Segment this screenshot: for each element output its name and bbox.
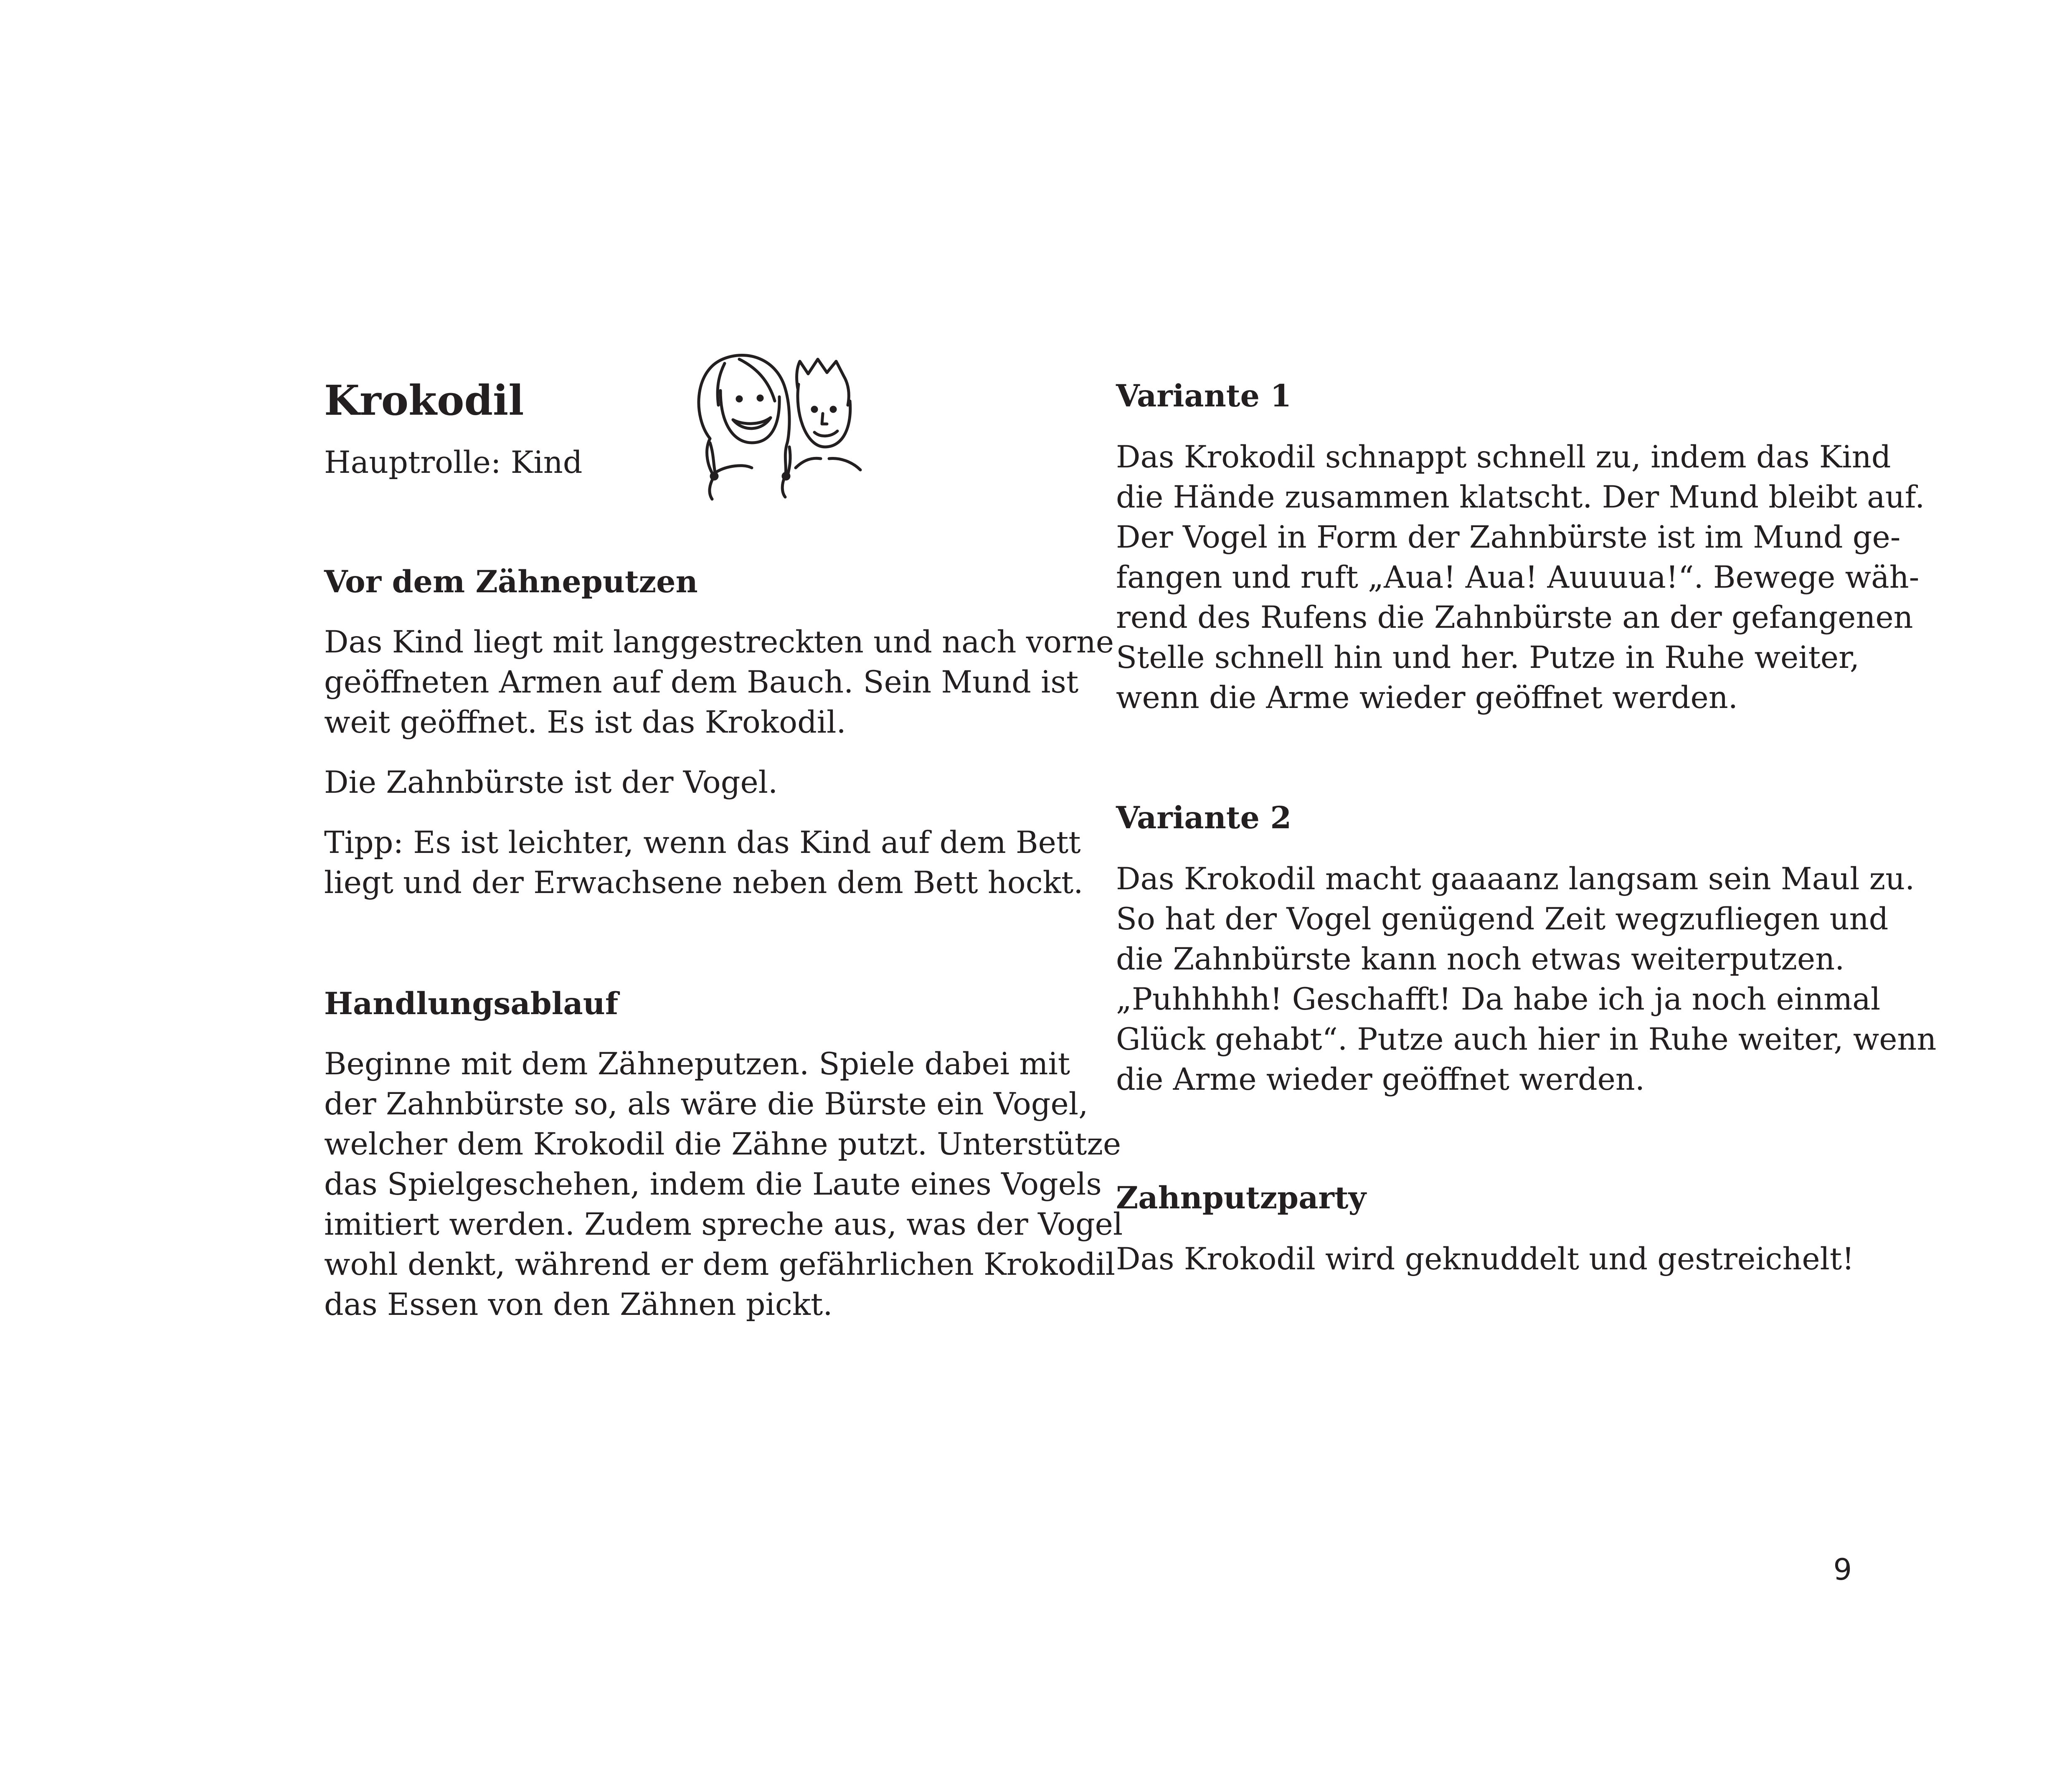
role-subtitle: Hauptrolle: Kind [324, 445, 583, 480]
text-line: fangen und ruft „Aua! Aua! Auuuua!“. Bewege wäh- [1116, 560, 1920, 595]
text-line: weit geöffnet. Es ist das Krokodil. [324, 705, 846, 740]
heading-zahnputzparty: Zahnputzparty [1116, 1180, 1366, 1216]
heading-variante-2: Variante 2 [1116, 800, 1292, 836]
two-children-faces-icon [685, 343, 877, 510]
text-line: die Arme wieder geöffnet werden. [1116, 1062, 1645, 1097]
text-line: Glück gehabt“. Putze auch hier in Ruhe weiter, wenn [1116, 1022, 1937, 1057]
heading-vor-dem-zaehneputzen: Vor dem Zähneputzen [324, 564, 698, 600]
text-line: Tipp: Es ist leichter, wenn das Kind auf dem Bett [324, 825, 1081, 860]
text-line: Die Zahnbürste ist der Vogel. [324, 765, 778, 800]
text-line: „Puhhhhh! Geschafft! Da habe ich ja noch einmal [1116, 982, 1881, 1017]
text-line: rend des Rufens die Zahnbürste an der gefangenen [1116, 600, 1913, 635]
paragraph-toothbrush [324, 763, 1051, 803]
text-line: wohl denkt, während er dem gefährlichen Krokodil [324, 1247, 1116, 1282]
text-line: geöffneten Armen auf dem Bauch. Sein Mund ist [324, 665, 1079, 700]
paragraph-position [324, 622, 1114, 743]
text-line: die Hände zusammen klatscht. Der Mund bleibt auf. [1116, 480, 1925, 515]
paragraph-procedure [324, 1044, 1123, 1325]
text-line: das Spielgeschehen, indem die Laute eines Vogels [324, 1167, 1102, 1202]
text-line: wenn die Arme wieder geöffnet werden. [1116, 680, 1738, 715]
text-line: Der Vogel in Form der Zahnbürste ist im Mund ge- [1116, 520, 1901, 555]
paragraph-party [1116, 1239, 1854, 1279]
text-line: liegt und der Erwachsene neben dem Bett hockt. [324, 865, 1083, 901]
text-line: Das Krokodil macht gaaaanz langsam sein Maul zu. [1116, 861, 1915, 897]
heading-handlungsablauf: Handlungsablauf [324, 986, 619, 1022]
text-line: So hat der Vogel genügend Zeit wegzufliegen und [1116, 901, 1889, 937]
page-number: 9 [1833, 1553, 1852, 1587]
text-line: die Zahnbürste kann noch etwas weiterputzen. [1116, 941, 1845, 977]
text-line: das Essen von den Zähnen pickt. [324, 1287, 833, 1322]
paragraph-variant-1 [1116, 437, 1925, 718]
text-line: imitiert werden. Zudem spreche aus, was der Vogel [324, 1207, 1123, 1242]
paragraph-tip [324, 823, 1083, 903]
text-line: der Zahnbürste so, als wäre die Bürste ein Vogel, [324, 1086, 1088, 1122]
text-line: Beginne mit dem Zähneputzen. Spiele dabei mit [324, 1046, 1070, 1082]
text-line: Das Krokodil schnappt schnell zu, indem das Kind [1116, 439, 1891, 475]
text-line: Das Krokodil wird geknuddelt und gestreichelt! [1116, 1241, 1854, 1277]
text-line: Stelle schnell hin und her. Putze in Ruhe weiter, [1116, 640, 1860, 675]
page-title: Krokodil [324, 377, 524, 425]
paragraph-variant-2 [1116, 859, 1937, 1100]
text-line: welcher dem Krokodil die Zähne putzt. Unterstütze [324, 1126, 1121, 1162]
text-line: Das Kind liegt mit langgestreckten und nach vorne [324, 624, 1114, 660]
heading-variante-1: Variante 1 [1116, 378, 1292, 414]
